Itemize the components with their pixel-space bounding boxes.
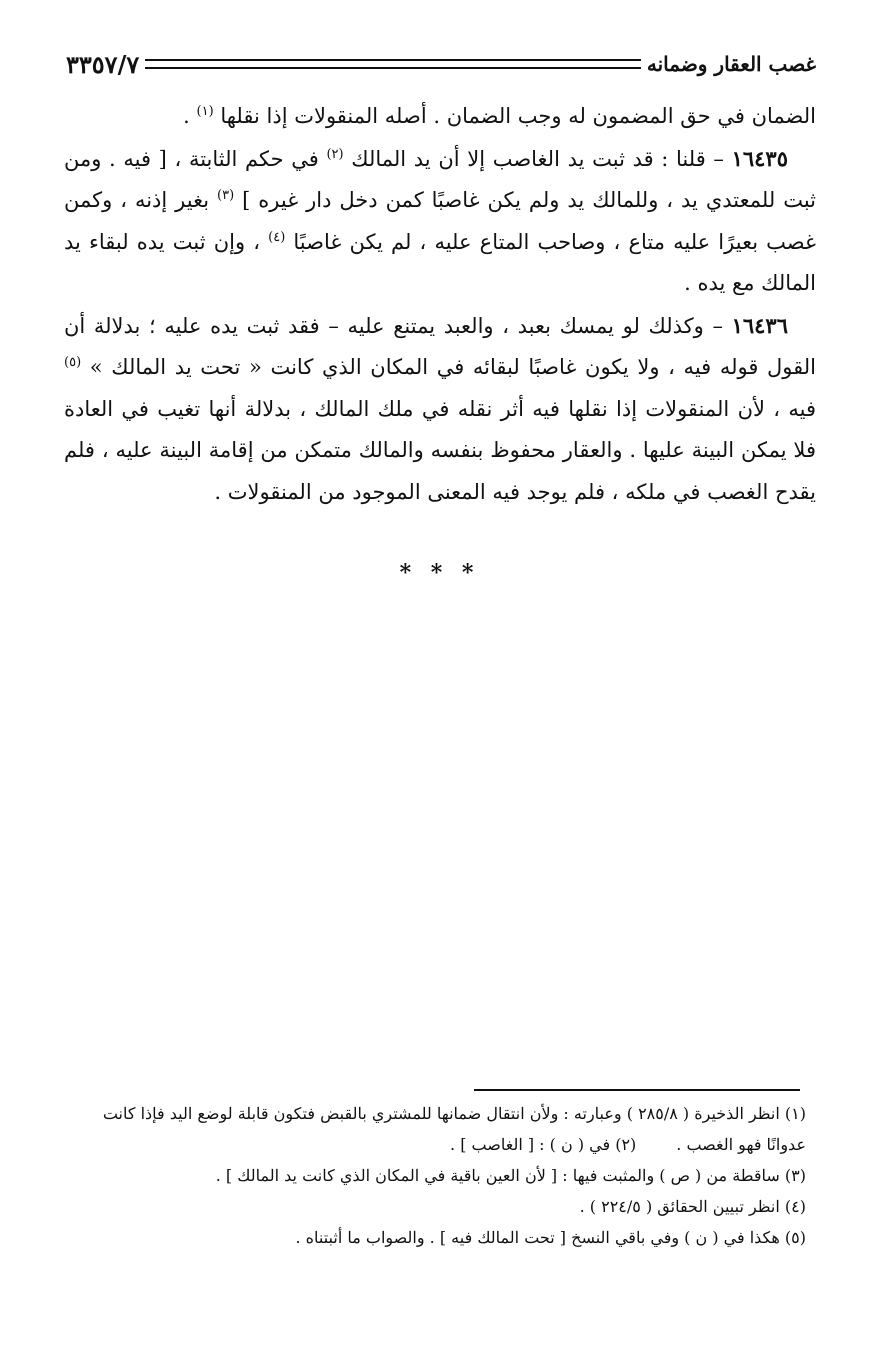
paragraph-text: ، وإن ثبت يده لبقاء يد المالك مع يده .: [64, 229, 816, 295]
footnote-ref-5[interactable]: (٥): [64, 355, 82, 370]
paragraph-16436: [64, 305, 816, 514]
section-separator: * * *: [399, 560, 480, 586]
footnotes: [66, 1098, 806, 1253]
footnote-text: (١) انظر الذخيرة ( ٢٨٥/٨ ) وعبارته : ولأن انتقال ضمانها للمشتري بالقبض فتكون قابلة لوضع اليد فإذا كانت عدوانًا فهو الغصب .: [102, 1104, 806, 1154]
paragraph-text: .: [183, 104, 197, 128]
paragraph-number: ١٦٤٣٦: [731, 312, 788, 338]
paragraph-text: فيه ، لأن المنقولات إذا نقلها فيه أثر نقله في ملك المالك ، بدلالة أنها تغيب في العادة فلا يمكن البينة عليها . والعقار محفوظ بنفسه والمالك متمكن من إقامة البينة عليه ، فلم يقدح الغصب في ملكه ، فلم يوجد فيه المعنى الموجود من المنقولات .: [64, 396, 816, 504]
header-double-rule: [145, 59, 641, 69]
paragraph-text: الضمان في حق المضمون له وجب الضمان . أصله المنقولات إذا نقلها: [220, 104, 816, 128]
paragraph-text: بغير إذنه ، وكمن غصب بعيرًا عليه متاع ، وصاحب المتاع عليه ، لم يكن غاصبًا: [64, 188, 816, 254]
footnote-1: [66, 1098, 806, 1160]
footnote-ref-3[interactable]: (٣): [217, 188, 235, 203]
footnote-ref-1[interactable]: (١): [196, 104, 214, 119]
footnote-ref-4[interactable]: (٤): [268, 229, 286, 245]
footnote-3: (٣) ساقطة من ( ص ) والمثبت فيها : [ لأن العين باقية في المكان الذي كانت يد المالك ] .: [215, 1166, 806, 1185]
page-number: ٣٣٥٧/٧: [66, 49, 140, 79]
paragraph-continuation: [64, 96, 816, 138]
main-text: [64, 96, 816, 513]
footnote-ref-2[interactable]: (٢): [326, 146, 344, 162]
running-title: غصب العقار وضمانه: [646, 52, 816, 76]
paragraph-text: – قلنا : قد ثبت يد الغاصب إلا أن يد المالك: [343, 146, 732, 171]
footnote-2: (٢) في ( ن ) : [ الغاصب ] .: [450, 1135, 637, 1154]
paragraph-text: – وكذلك لو يمسك بعبد ، والعبد يمتنع عليه – فقد ثبت يده عليه ؛ بدلالة أن القول قوله فيه ، ولا يكون غاصبًا لبقائه في المكان الذي كانت « تحت يد المالك »: [64, 313, 816, 379]
running-header: [66, 46, 816, 82]
footnote-4: (٤) انظر تبيين الحقائق ( ٢٢٤/٥ ) .: [579, 1197, 806, 1216]
footnote-rule: [474, 1089, 800, 1091]
footnote-5: (٥) هكذا في ( ن ) وفي باقي النسخ [ تحت المالك فيه ] . والصواب ما أثبتناه .: [295, 1228, 806, 1247]
paragraph-16435: [64, 138, 816, 305]
paragraph-text: في حكم الثابتة ، [ فيه . ومن ثبت للمعتدي يد ، وللمالك يد ولم يكن غاصبًا كمن دخل دار غيره ]: [64, 146, 816, 212]
paragraph-number: ١٦٤٣٥: [731, 145, 788, 171]
